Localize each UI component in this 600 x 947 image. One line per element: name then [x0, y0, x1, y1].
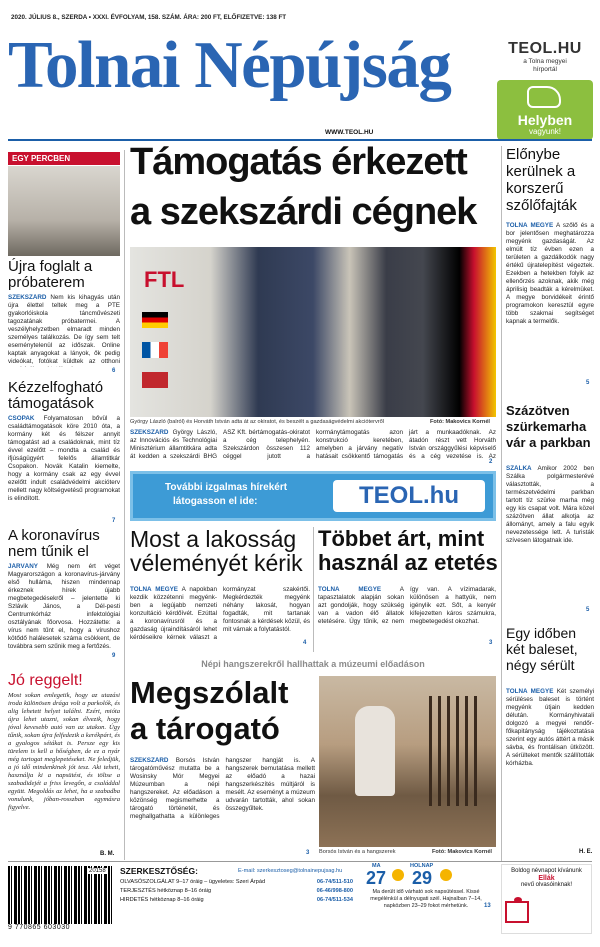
right-p1: 5 — [586, 380, 590, 386]
sun-icon — [392, 869, 404, 881]
left-col-rule — [124, 150, 125, 860]
story3-headline-2: használ az etetés — [318, 550, 498, 575]
office-email[interactable]: E-mail: szerkesztoseg@tolnainepujsag.hu — [238, 868, 343, 874]
left-t3: JÁRVÁNY Még nem ért véget Magyarországon a koronavírus-járvány első hulláma, hiszen mindennap érkeznek hírek újabb megbetegedésekről – jelentette ki Szlávik János, a Dél-pesti Centrumkórház infektológiai osztályának főorvosa. Hozzátette: a vírus nem tűnt el, hogy a vírushoz kötődő halálesetek száma csökkent, de továbbra sem szűnik meg a fertőzés. — [8, 563, 120, 650]
weather-ma-temp: 27 — [366, 868, 387, 888]
lead-photo — [130, 247, 496, 417]
story3-headline-1: Többet árt, mint — [318, 526, 485, 551]
feature-headline-1: Megszólalt — [130, 675, 289, 710]
teol-box[interactable] — [497, 40, 593, 140]
weather-p: 13 — [484, 903, 491, 909]
right-col-rule — [501, 146, 502, 861]
lead-text: SZEKSZÁRD György László, az Innovációs és Technológiai Minisztérium államtitkára adta át kedden a szekszárdi BHG ASZ Kft. bértámogatás-okiratot a cég telephelyén. Szekszárdon összesen 112 céggel jutott a kormánytámogatás azon konstrukció keretében, amelyben a járvány negatív hatásait csökkentő támogatás járt a munkaadóknak. Az átadón részt vett Horváth István országgyűlési képviselő és a cég vezetése is. Az — [130, 429, 496, 460]
weather-text: Ma derült idő várható sok napsütéssel. Kissé megélénkül a délnyugati szél. Hajnalban 7–14, napközben 23–29 fokot mérhetünk. — [370, 889, 482, 909]
helyben-badge — [497, 80, 593, 140]
left-t1: SZEKSZÁRD Nem kis kihagyás után újra élettel teltek meg a PTE gyakorlóiskola táncművészeti tagozatának próbatermei. A veszélyhelyzetben elmaradt minden személyes találkozás. De így sem telt eseménytelenül az időszak. Online kaptak anyagokat a lányok, ők pedig videókat, fotókat küldtek az otthoni — [8, 294, 120, 365]
story2-p: 4 — [303, 640, 307, 646]
nevnap-box — [501, 864, 592, 934]
story2-text: TOLNA MEGYE A napokban kezdik közzétenni megyénk-ben a legújabb nemzeti konzultáció kérdőívét. Ezúttal a koronavírusról és a gazdaság újraindításáról lehet kérdéseikre kérnek választ a kormányzat szakértői. Megkérdezték megyénk néhány lakosát, hogyan fogadták, mit tartanak fontosnak a kérdések közül, és mit várnak a folytatástól. — [130, 586, 310, 641]
office-row: OLVASÓSZOLGÁLAT 9–17 óráig – ügyeletes: Szeri Árpád 06-74/511-510 — [120, 879, 353, 885]
story3-p: 3 — [489, 640, 493, 646]
right-t2: SZÁLKA Amikor 2002 ben Szálka polgármesterévé választották, a természetvédelmi parkban tartott tíz szürke marha még egy kis csapat volt. Mára közel százötven állat alkotja az állományt, amely a falu egyik nevezetessége lett. A turisták szívesen látogatnak ide. — [506, 465, 594, 544]
left-t4-sig: B. M. — [100, 851, 115, 857]
helyben-text: Helyben — [517, 112, 573, 128]
vagyunk-text: vagyunk! — [528, 127, 562, 136]
left-p3: 9 — [112, 653, 116, 659]
dancers-photo — [8, 166, 120, 256]
hand-icon — [527, 86, 561, 108]
office-rows — [120, 878, 353, 905]
lead-headline-1: Támogatás érkezett — [130, 141, 467, 183]
weather-box — [358, 863, 494, 913]
teol-banner[interactable] — [130, 471, 496, 521]
nevnap-line1: Boldog névnapot kívánunk — [511, 868, 582, 874]
feature-kicker: Népi hangszerekről hallhattak a múzeumi előadáson — [201, 659, 425, 669]
masthead-title: Tolnai Népújság — [8, 28, 451, 102]
flag-france-icon — [142, 342, 168, 358]
lead-caption: György László (balról) és Horváth István adta át az okiratot, és beszélt a gazdaságvédelmi akciótervről — [130, 419, 385, 425]
masthead-url[interactable]: WWW.TEOL.HU — [325, 129, 374, 136]
story2-headline-2: véleményét kérik — [130, 550, 303, 576]
lead-credit: Fotó: Makovics Kornél — [430, 419, 490, 425]
weather-holnap-temp: 29 — [412, 868, 433, 888]
egy-percben-label: EGY PERCBEN — [8, 152, 120, 165]
right-h2: Százötven szürkemarha vár a parkban — [506, 403, 591, 450]
left-t2: CSOPAK Folyamatosan bővül a családtámogatások köre 2010 óta, a kormány két és félszer annyit támogatást ad a családoknak, mint tíz évvel ezelőtt – mondta a család és ifjúságügyért felelős államtitkár Csopakon. Novák Katalin kiemelte, hogy a kormány csak az egy évvel ezelőtt indult családvédelmi akcióterv mellett nagy költségvetésű programokat is elindított. — [8, 415, 120, 502]
instrument-rack — [429, 696, 479, 806]
feature-credit: Fotó: Makovics Kornél — [432, 849, 492, 855]
right-p2: 5 — [586, 607, 590, 613]
right-t3: TOLNA MEGYE Két személyi sérüléses baleset is történt megyénk útjain kedden délután. Kormányhivatali dolgozó a megyei rendőr-főkapitányság tájékoztatása szerint egy autós áttért a másik sávba, és frontálisan ütközött. A sérülteket mentők szállították kórházba. — [506, 688, 594, 767]
weather-holnap-label: HOLNAP — [410, 863, 434, 869]
right-t1: TOLNA MEGYE A szőlő és a bor jelentősen meghatározza megyénk gazdaságát. Az elmúlt tíz évben ezen a területen a gazdálkodók nagy értékű újratelepítést végeztek. Ezekben a hetekben folyik az ellenőrzés azoknak, akik még áprilisig beadták a kérelmüket. A megye borvidékeit érintő programokon keresztül egyre több szakmai segítséget kapnak a termelők. — [506, 222, 594, 325]
right-t3-sig: H. E. — [579, 849, 593, 855]
weather-ma-label: MA — [372, 863, 381, 869]
left-h4: Jó reggelt! — [8, 672, 83, 689]
teol-banner-line2: látogasson el ide: — [173, 496, 258, 507]
feature-text: SZEKSZÁRD Borsós István tárogatóművész mutatta be a Wosinsky Mór Megyei Múzeumban a népi hangszereket. Az előadáson a közönség megismerhette a tárogató történetét, és meghallgathatta a különleges hangszer hangját is. A hangszerek bemutatása mellett az előadó a hazai hangszerkészítés múltjáról is mesélt. Az eseményt a múzeum udvarán tartották, ahol sokan összegyűltek. — [130, 757, 315, 820]
story2-headline-1: Most a lakosság — [130, 526, 297, 552]
teol-tagline: a Tolna megyei hírportál — [523, 58, 567, 73]
barcode-number: 9 770865 603030 — [8, 924, 70, 931]
nevnap-name: Ellák — [538, 875, 555, 882]
flag-morocco-icon — [142, 372, 168, 388]
teol-logo: TEOL.HU — [508, 40, 582, 57]
bow-icon — [514, 897, 522, 903]
office-row: TERJESZTÉS hétköznap 8–16 óráig 06-46/998-800 — [120, 888, 353, 894]
left-h1: Újra foglalt a próbaterem — [8, 258, 93, 291]
barcode — [8, 866, 112, 936]
right-h1: Előnybe kerülnek a korszerű szőlőfajták — [506, 146, 577, 214]
left-h3: A koronavírus nem tűnik el — [8, 527, 100, 560]
gift-icon — [505, 901, 529, 923]
office-title: SZERKESZTŐSÉG: — [120, 866, 198, 876]
feature-headline — [130, 675, 315, 747]
left-t4: Most sokan emlegetik, hogy az utazási iroda különösen drága volt a parkolók, és alig lehetett helyet találni. Ezért, mióta újra lehet utazni, sokan élvezik, hogy jóval kevesebb autó van az utakon. Úgy tűnik, sokan újra felfedezik a kerékpárt, és a gyalogos sétákat is. Persze egy kis türelem is kell a hőségben, de ez a nyár még tartogat meglepetéseket. Ne feledjük, a jó idő mindenkinek jót tesz. Aki teheti, használja ki a napsütést, és töltse a szabadidejét a friss levegőn, a családdal együtt. Megoldás az lehet, ha a szabadba vonulunk, jóban-rosszban egymásra figyelve. — [8, 692, 120, 811]
left-h2: Kézzelfogható támogatások — [8, 379, 104, 412]
story3-text: TOLNA MEGYE A tapasztalatok alapján sokan azt gondolják, hogy szükség van a vadon élő állatok etetésére. Úgy tűnik, ez nem így van. A vízimadarak, különösen a hattyúk, nem igénylik ezt. Sőt, a kenyér kifejezetten káros számukra, megbetegedést okozhat. — [318, 586, 496, 625]
story2-headline — [130, 527, 310, 575]
feature-headline-2: a tárogató — [130, 711, 280, 746]
sun-icon — [440, 869, 452, 881]
barcode-issue: 20158 — [89, 868, 106, 874]
mid-col-rule — [313, 527, 314, 652]
right-h3: Egy időben két baleset, négy sérült — [506, 625, 578, 673]
lead-headline-2: a szekszárdi cégnek — [130, 191, 477, 233]
feature-photo — [319, 676, 496, 847]
office-row: HIRDETÉS hétköznap 8–16 óráig 06-74/511-534 — [120, 897, 353, 903]
nevnap-line3: nevű olvasóinknak! — [520, 882, 573, 888]
feature-p: 3 — [306, 850, 310, 856]
teol-banner-line1: További izgalmas hírekért — [165, 482, 288, 493]
feature-caption: Borsós István és a hangszerek — [319, 849, 396, 855]
ftl-logo: FTL — [144, 267, 185, 292]
performer-figure — [355, 706, 395, 796]
flag-germany-icon — [142, 312, 168, 328]
left-p1: 6 — [112, 368, 116, 374]
dateline: 2020. JÚLIUS 8., SZERDA • XXXI. ÉVFOLYAM, 158. SZÁM. ÁRA: 200 FT, ELŐFIZETVE: 138 FT — [11, 14, 287, 21]
left-p2: 7 — [112, 518, 116, 524]
barcode-bars — [8, 866, 112, 924]
bottom-rule — [8, 861, 592, 862]
teol-banner-logo: TEOL.hu — [333, 480, 485, 512]
story3-headline — [318, 527, 498, 575]
lead-p: 2 — [489, 459, 493, 465]
